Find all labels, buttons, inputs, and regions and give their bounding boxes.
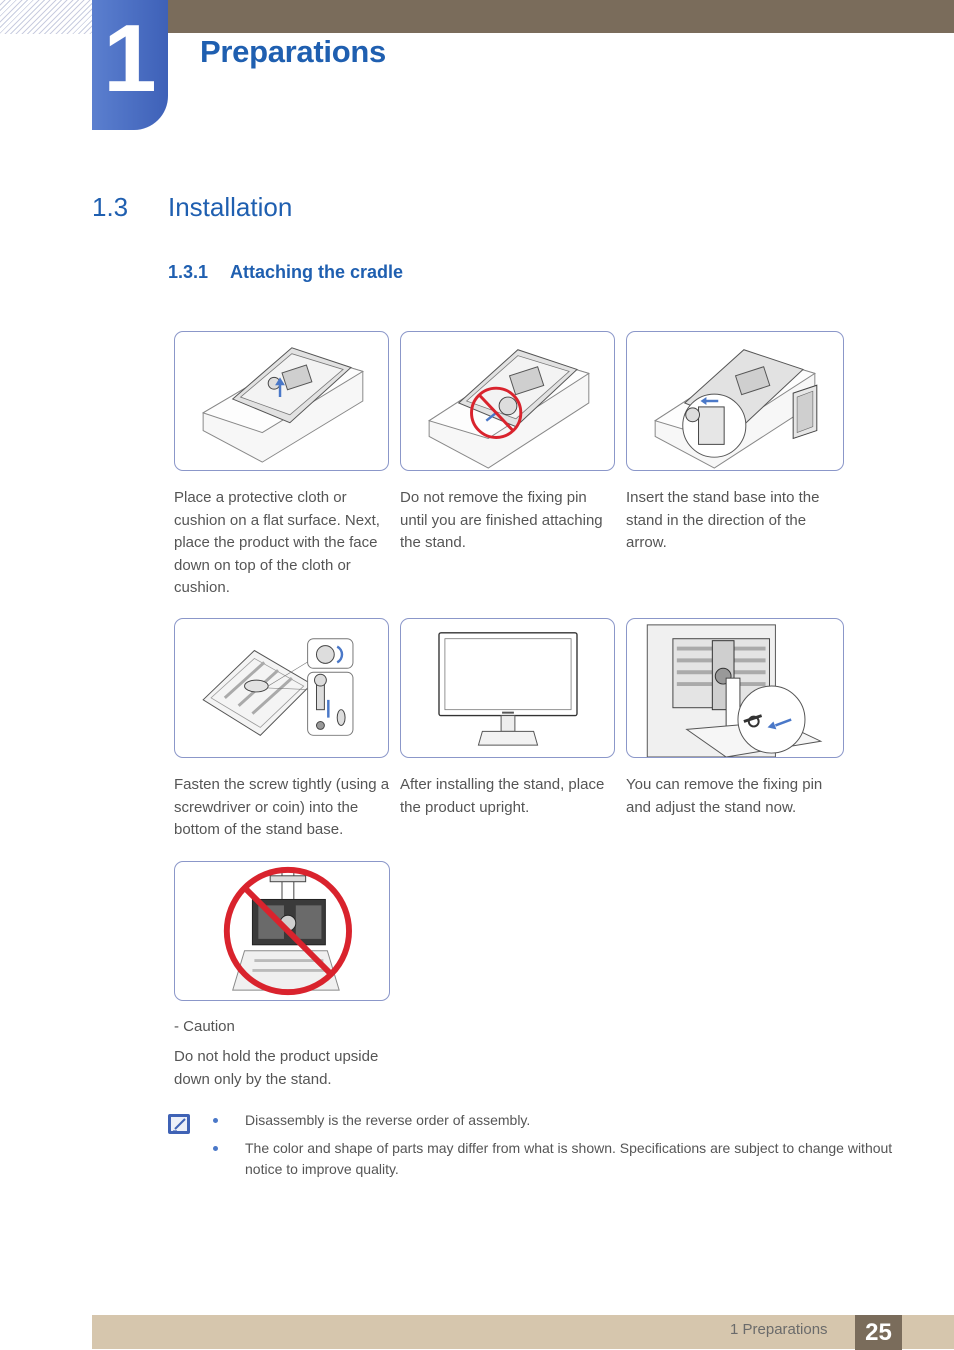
chapter-title: Preparations — [200, 34, 386, 69]
bullet-dot — [213, 1146, 218, 1151]
page-number: 25 — [855, 1315, 902, 1350]
section-number: 1.3 — [92, 192, 129, 222]
note-list — [210, 1110, 900, 1187]
step-3-caption: Insert the stand base into the stand in the direction of the arrow. — [626, 489, 820, 551]
step-2-caption: Do not remove the fixing pin until you are finished attaching the stand. — [400, 489, 603, 551]
step-3-illustration — [626, 331, 844, 471]
note-item — [210, 1110, 900, 1131]
step-5-illustration — [400, 618, 615, 758]
header-bar — [168, 0, 954, 33]
note-item — [210, 1138, 900, 1180]
note-text: Disassembly is the reverse order of assembly. — [245, 1112, 531, 1128]
footer-chapter-label: 1 Preparations — [730, 1321, 828, 1338]
caution-label: - Caution — [174, 1018, 235, 1035]
step-6-illustration — [626, 618, 844, 758]
step-4-illustration — [174, 618, 389, 758]
subsection-title: Attaching the cradle — [230, 262, 404, 282]
step-2-illustration — [400, 331, 615, 471]
chapter-number: 1 — [103, 5, 157, 112]
step-5-caption: After installing the stand, place the product upright. — [400, 776, 605, 816]
section-heading — [92, 192, 292, 223]
note-text: The color and shape of parts may differ from what is shown. Specifications are subject to change without notice to improve quality. — [245, 1140, 893, 1177]
step-4-caption: Fasten the screw tightly (using a screwdriver or coin) into the bottom of the stand base. — [174, 776, 390, 838]
caution-illustration — [174, 861, 390, 1001]
subsection-number: 1.3.1 — [168, 262, 209, 282]
caution-text: Do not hold the product upside down only by the stand. — [174, 1048, 379, 1088]
step-1-caption: Place a protective cloth or cushion on a flat surface. Next, place the product with the face down on top of the cloth or cushion. — [174, 489, 380, 596]
header-hatch-decoration — [0, 0, 92, 34]
step-1-illustration — [174, 331, 389, 471]
step-6-caption: You can remove the fixing pin and adjust the stand now. — [626, 776, 823, 816]
section-title: Installation — [168, 192, 293, 222]
bullet-dot — [213, 1118, 218, 1123]
note-pencil-icon — [168, 1114, 192, 1136]
subsection-heading — [168, 262, 403, 283]
